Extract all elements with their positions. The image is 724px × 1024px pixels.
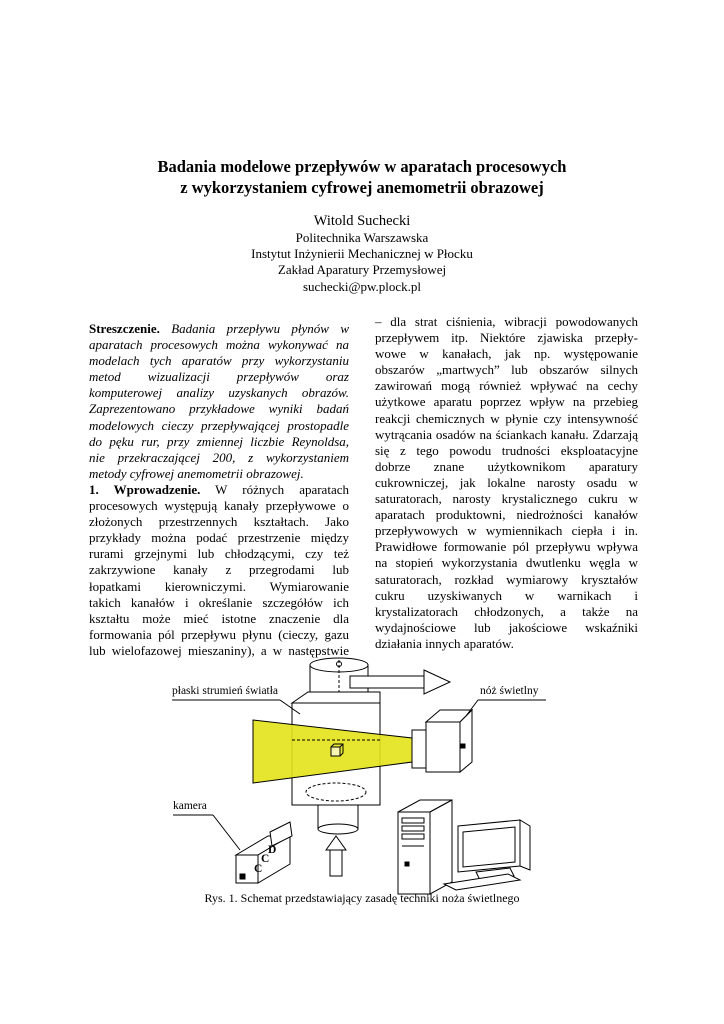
affiliation-university: Politechnika Warszawska xyxy=(295,230,429,245)
intro-line: zakrzywione kanały z przegrodami lub xyxy=(89,562,349,578)
affiliation-email: suchecki@pw.plock.pl xyxy=(303,278,421,294)
body-line: wowe w kanałach, jak np. występowanie xyxy=(375,346,638,362)
intro-line: formowania pól przepływu płynu (cieczy, gazu xyxy=(89,626,349,642)
camera-letter-c2: C xyxy=(254,863,263,875)
abstract-line: Zaprezentowano przykładowe wyniki badań xyxy=(89,401,349,417)
camera-letter-d: D xyxy=(268,844,277,856)
intro-line: złożonych przestrzennych kształtach. Jako xyxy=(89,514,349,530)
label-camera: kamera xyxy=(173,800,207,812)
figure-caption: Rys. 1. Schemat przedstawiający zasadę techniki noża świetlnego xyxy=(204,891,520,905)
abstract-heading: Streszczenie. xyxy=(89,321,160,336)
intro-line: lub wielofazowej mieszaniny), a w następstwie xyxy=(89,642,349,658)
intro-line: rurami grzejnymi lub chłodzącymi, czy też xyxy=(89,546,349,562)
body-line: wydajnościowe lub jakościowe wskaźniki xyxy=(375,619,638,635)
label-light-sheet: płaski strumień światła xyxy=(172,685,279,697)
intro-line: procesowych występują kanały przepływowe o xyxy=(89,498,349,514)
body-line: wytrącania osadów na ściankach kanału. Zdarzają xyxy=(375,426,638,442)
intro-line: kształtu może mieć istotne znaczenie dla xyxy=(89,610,349,626)
body-line: saturatorach, narosty krystalicznego cukru w xyxy=(375,491,638,507)
body-line: przepływowych w wymiennikach ciepła i in. xyxy=(375,523,638,539)
body-line: Prawidłowe formowanie pól przepływu wpływa xyxy=(375,539,638,555)
body-line: się z tego powodu trudności eksploatacyjne xyxy=(375,442,638,458)
abstract-line: nie przekraczającej 200, z wykorzystaniem xyxy=(89,449,349,465)
body-line: – dla strat ciśnienia, wibracji powodowanych xyxy=(375,314,638,329)
abstract-line: metod wizualizacji przepływów oraz xyxy=(89,369,349,385)
body-line: reakcji chemicznych w płynie czy intensywność xyxy=(375,410,638,426)
intro-line: takich kanałów i określanie szczegółów ich xyxy=(89,594,349,610)
abstract-line: metody cyfrowej anemometrii obrazowej. xyxy=(89,465,304,481)
intro-heading: 1. Wprowadzenie. xyxy=(89,482,201,497)
inlet-pipe xyxy=(318,805,358,834)
abstract-line: aparatach procesowych można wykonywać na xyxy=(89,337,349,353)
body-line: działania innych aparatów. xyxy=(375,635,514,651)
body-line: obszarów „martwych” lub obszarów silnych xyxy=(375,362,638,378)
abstract-line: modelach tych aparatów przy wykorzystaniu xyxy=(89,353,349,369)
computer-monitor xyxy=(444,820,530,890)
abstract-line: modelowych cieczy przepływającej prostopadle xyxy=(89,417,349,433)
abstract-line: do pęku rur, przy zmiennej liczbie Reynoldsa, xyxy=(89,433,349,449)
body-line: krystalizatorach chłodzonych, a także na xyxy=(375,603,638,619)
abstract-line: komputerowej analizy uzyskanych obrazów. xyxy=(89,385,349,401)
author-name: Witold Suchecki xyxy=(313,213,411,229)
body-line: saturatorach, rozkład wymiarowy kryształów xyxy=(375,571,638,587)
camera-letter-c1: C xyxy=(261,853,270,865)
computer-tower xyxy=(398,800,452,894)
body-line: przepływem itp. Niektóre zjawiska przepły- xyxy=(375,330,638,346)
title-line-1: Badania modelowe przepływów w aparatach procesowych xyxy=(157,157,567,176)
label-light-knife: nóż świetlny xyxy=(480,685,539,697)
body-line: cukrowniczej, jak lokalne narosty osadu w xyxy=(375,474,638,490)
abstract-line: Badania przepływu płynów w xyxy=(159,321,349,336)
title-line-2: z wykorzystaniem cyfrowej anemometrii obrazowej xyxy=(180,178,544,197)
affiliation-institute: Instytut Inżynierii Mechanicznej w Płocku xyxy=(251,246,473,262)
intro-line: łopatkami kierowniczymi. Wymiarowanie xyxy=(89,578,349,594)
inlet-arrow xyxy=(326,836,346,876)
intro-line: przykłady można podać przestrzenie między xyxy=(89,530,349,546)
body-line: cukru uzyskiwanych w warnikach i xyxy=(375,587,638,603)
affiliation-department: Zakład Aparatury Przemysłowej xyxy=(277,262,447,278)
body-line: aparatach produktowni, niedrożności kanałów xyxy=(375,507,638,523)
body-line: dobrze znane użytkownikom aparatury xyxy=(375,458,638,474)
body-line: użytkowe aparatu poprzez wpływ na przebieg xyxy=(375,394,638,410)
body-line: na stopień wykorzystania dwutlenku węgla w xyxy=(375,555,638,571)
intro-line: W różnych aparatach xyxy=(200,482,349,497)
body-line: zawirowań mogą również wpływać na cechy xyxy=(375,378,638,394)
light-knife-device xyxy=(412,710,472,772)
